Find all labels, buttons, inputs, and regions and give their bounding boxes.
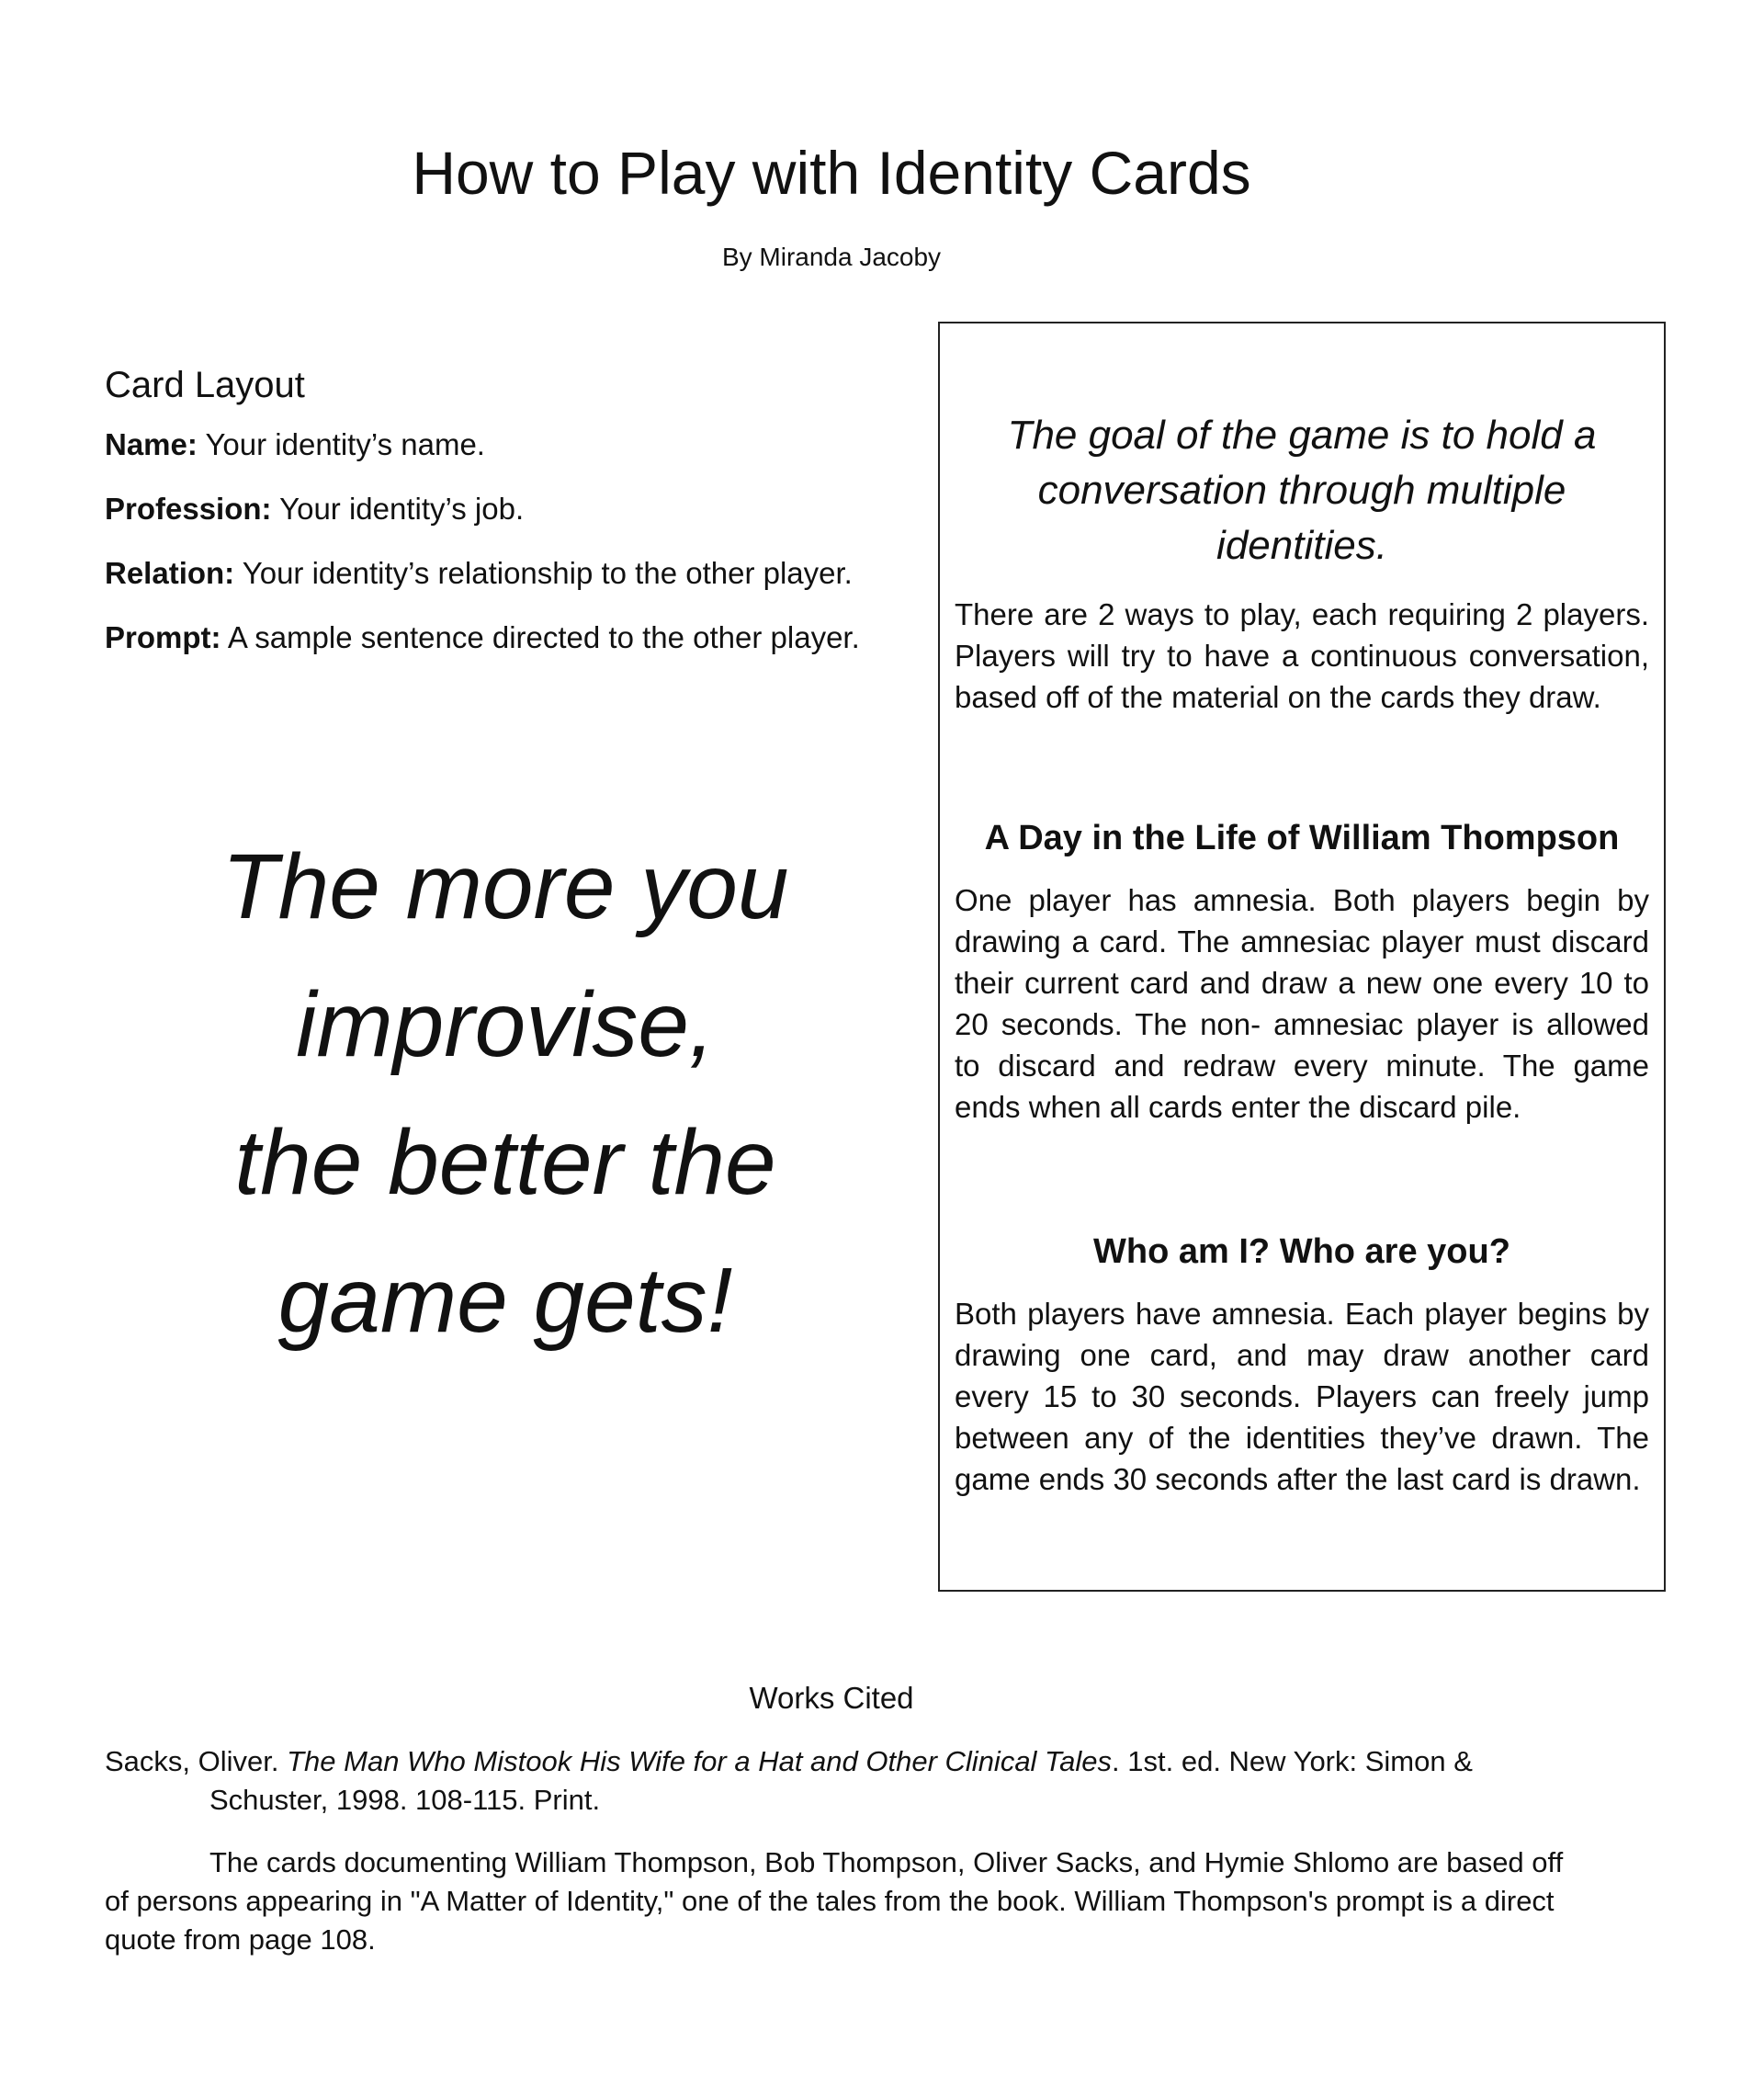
citation-author: Sacks, Oliver. [105, 1745, 288, 1777]
field-prompt-label: Prompt: [105, 620, 221, 654]
field-relation [105, 553, 932, 594]
page-title: How to Play with Identity Cards [412, 139, 1251, 207]
rules-intro: There are 2 ways to play, each requiring 2 players. Players will try to have a continuous conversation, based off of the material on the cards they draw. [955, 597, 1649, 714]
slogan-line: the better the [234, 1111, 776, 1214]
slogan-line: The more you [221, 835, 789, 938]
slogan-line: game gets! [277, 1249, 733, 1352]
field-profession-label: Profession: [105, 492, 272, 526]
citation-details: . 1st. ed. New York: Simon & Schuster, 1998. 108-115. Print. [209, 1745, 1473, 1816]
field-name [105, 425, 932, 465]
game-mode-1-title: A Day in the Life of William Thompson [984, 819, 1620, 857]
citation-note: The cards documenting William Thompson, Bob Thompson, Oliver Sacks, and Hymie Shlomo are based off of persons appearing in "A Matter of Identity," one of the tales from the book. William Thompson's prompt is a direct quote from page 108. [105, 1846, 1564, 1956]
card-layout-section [105, 360, 932, 682]
slogan [138, 818, 873, 1369]
game-mode-2-text: Both players have amnesia. Each player begins by drawing one card, and may draw another card every 15 to 30 seconds. Players can freely jump between any of the identities they’ve drawn. The game ends 30 seconds after the last card is drawn. [955, 1297, 1649, 1496]
game-mode-1 [940, 815, 1664, 1128]
field-profession-text: Your identity’s job. [271, 492, 525, 526]
citation [105, 1742, 1593, 1820]
slogan-line: improvise, [296, 973, 715, 1076]
author-byline: By Miranda Jacoby [721, 243, 942, 271]
field-relation-text: Your identity’s relationship to the other player. [234, 556, 853, 590]
game-mode-2-title: Who am I? Who are you? [1093, 1232, 1510, 1271]
game-goal: The goal of the game is to hold a conversation through multiple identities. [1007, 413, 1597, 568]
field-name-label: Name: [105, 427, 198, 461]
game-mode-2 [940, 1229, 1664, 1500]
field-prompt [105, 618, 932, 658]
rules-box [938, 322, 1666, 1592]
field-prompt-text: A sample sentence directed to the other player. [220, 620, 860, 654]
works-cited-heading: Works Cited [749, 1681, 914, 1715]
field-name-text: Your identity’s name. [197, 427, 485, 461]
game-mode-1-text: One player has amnesia. Both players begin by drawing a card. The amnesiac player must discard their current card and draw a new one every 10 to 20 seconds. The non- amnesiac player is allowed to discard and redraw every minute. The game ends when all cards enter the discard pile. [955, 883, 1649, 1124]
card-layout-heading: Card Layout [105, 365, 305, 405]
field-profession [105, 489, 932, 529]
citation-book-title: The Man Who Mistook His Wife for a Hat and Other Clinical Tales [287, 1745, 1113, 1777]
field-relation-label: Relation: [105, 556, 235, 590]
